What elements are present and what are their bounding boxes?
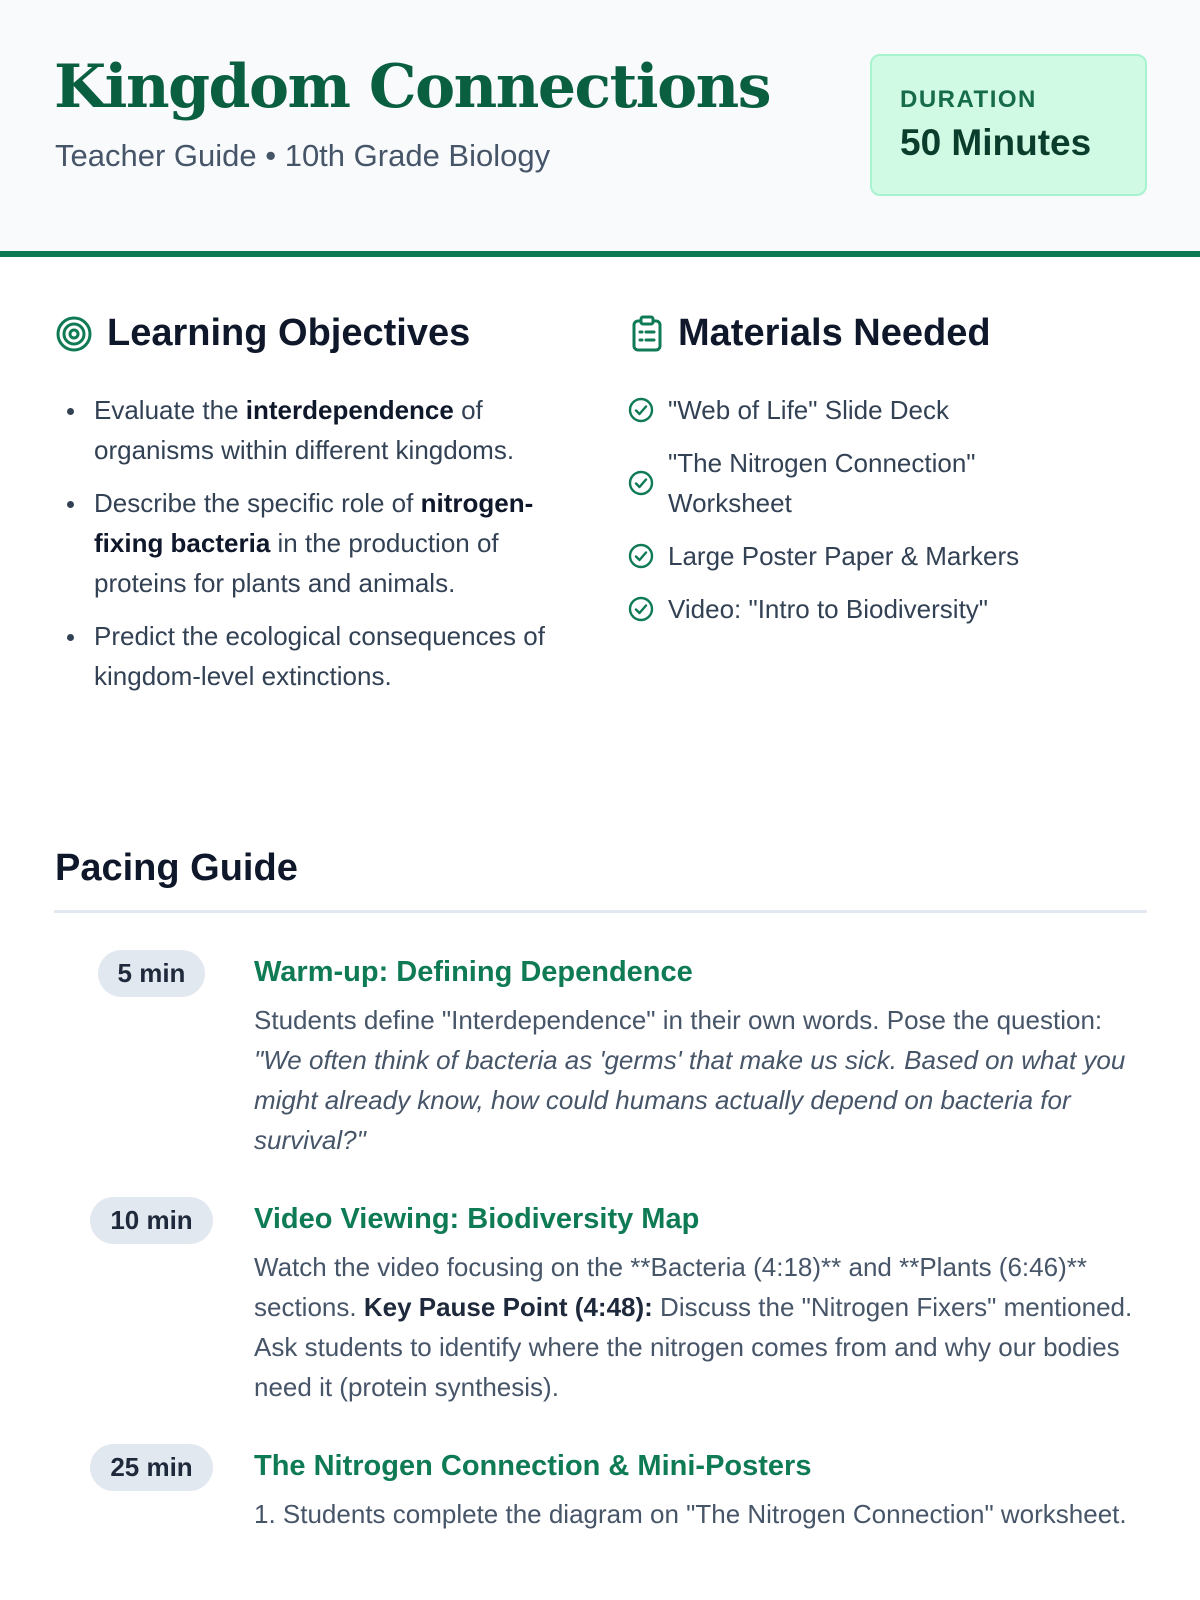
duration-badge [870,54,1147,196]
time-pill: 5 min [54,950,249,997]
step-description: Students define "Interdependence" in their own words. Pose the question: "We often think of bacteria as 'germs' that make us sick. Based on what you might already know, how could humans actually depend on bacteria for survival?" [254,1005,1126,1155]
list-item: Predict the ecological consequences of kingdom-level extinctions. [55,616,575,696]
time-pill: 25 min [54,1444,249,1491]
list-item: Evaluate the interdependence of organisms within different kingdoms. [55,390,575,470]
materials-heading [630,312,991,355]
clipboard-icon [630,315,664,353]
learning-objectives-title: Learning Objectives [107,312,471,354]
step-title: The Nitrogen Connection & Mini-Posters [254,1450,812,1482]
step-title: Video Viewing: Biodiversity Map [254,1203,700,1235]
list-item: Video: "Intro to Biodiversity" [628,589,1148,629]
list-item: Describe the specific role of nitrogen-fixing bacteria in the production of proteins for plants and animals. [55,483,575,603]
duration-value: 50 Minutes [900,122,1092,163]
step-title: Warm-up: Defining Dependence [254,956,693,988]
page-header [0,0,1200,257]
list-item: Large Poster Paper & Markers [628,536,1148,576]
learning-objectives-heading [55,312,470,355]
divider [54,910,1147,913]
materials-title: Materials Needed [678,312,991,354]
pacing-guide-title: Pacing Guide [55,847,298,889]
check-circle-icon [628,543,654,569]
list-item: "Web of Life" Slide Deck [628,390,1148,430]
objectives-list [55,390,575,709]
check-circle-icon [628,596,654,622]
step-description: Watch the video focusing on the **Bacteria (4:18)** and **Plants (6:46)** sections. Key Pause Point (4:48): Discuss the "Nitrogen Fixers" mentioned. Ask students to identify where the nitrogen comes from and why our bodies need it (protein synthesis). [254,1252,1133,1402]
page-title: Kingdom Connections [54,52,771,122]
check-circle-icon [628,397,654,423]
materials-list [628,390,1148,642]
page-subtitle: Teacher Guide • 10th Grade Biology [55,138,551,173]
list-item: "The Nitrogen Connection" Worksheet [628,443,1148,523]
time-pill: 10 min [54,1197,249,1244]
duration-label: DURATION [900,86,1037,113]
step-description: 1. Students complete the diagram on "The Nitrogen Connection" worksheet. [254,1499,1127,1529]
check-circle-icon [628,470,654,496]
target-icon [55,315,93,353]
